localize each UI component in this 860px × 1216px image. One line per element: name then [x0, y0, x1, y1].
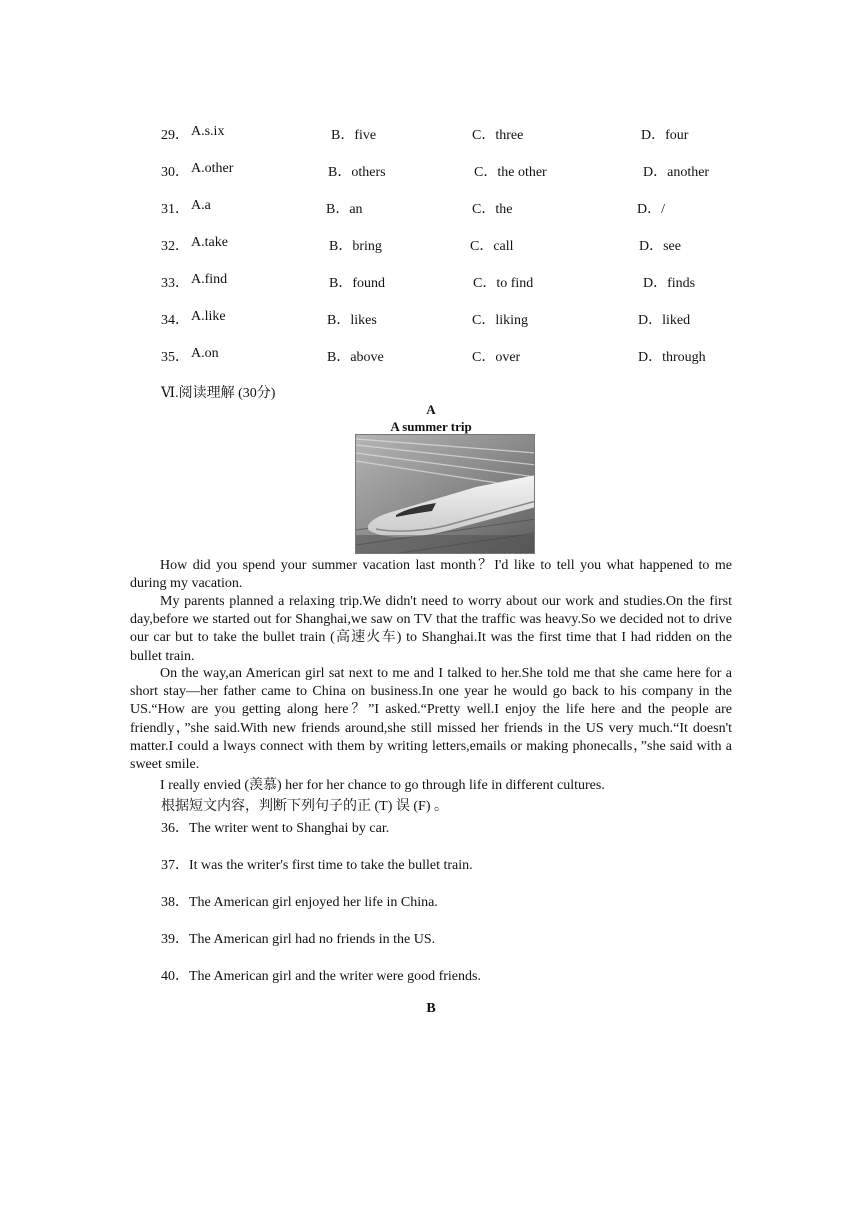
question-row [0, 198, 860, 218]
option-b: B．likes [327, 313, 377, 328]
question-number: 31． [161, 202, 189, 217]
passage-paragraph: On the way,an American girl sat next to me and I talked to her.She told me that she came here for a short stay—her father came to China on business.In one year he would go back to his company in the US.“How are you getting along here？”I asked.“Pretty well.I enjoy the life here and the people are friendly，”she said.With new friends around,she still missed her friends in the US very much.“It doesn't matter.I could a lways connect with them by writing letters,emails or making phonecalls，”she said with a sweet smile. [130, 666, 732, 773]
option-b: B．bring [329, 239, 382, 254]
statement-item: 37．It was the writer's first time to take the bullet train. [161, 858, 473, 873]
option-d: D．/ [637, 202, 665, 217]
option-b: B．found [329, 276, 385, 291]
passage-paragraph: I really envied (羡慕) her for her chance to go through life in different cultures. [160, 778, 605, 793]
option-a: A.like [191, 309, 226, 324]
option-a: A.s.ix [191, 124, 225, 139]
part-a-heading: A [426, 402, 436, 417]
option-c: C．three [472, 128, 524, 143]
option-c: C．to find [473, 276, 534, 291]
option-c: C．the [472, 202, 513, 217]
passage-title: A summer trip [390, 419, 472, 434]
option-a: A.on [191, 346, 219, 361]
question-number: 33． [161, 276, 189, 291]
question-row [0, 161, 860, 181]
option-d: D．liked [638, 313, 691, 328]
option-d: D．see [639, 239, 681, 254]
option-a: A.find [191, 272, 228, 287]
option-d: D．four [641, 128, 689, 143]
option-c: C．liking [472, 313, 529, 328]
part-b-heading: B [426, 1001, 436, 1016]
statement-item: 38．The American girl enjoyed her life in China. [161, 895, 438, 910]
option-c: C．call [470, 239, 514, 254]
option-b: B．above [327, 350, 384, 365]
question-row [0, 235, 860, 255]
option-c: C．the other [474, 165, 547, 180]
question-number: 35． [161, 350, 189, 365]
question-row [0, 124, 860, 144]
question-number: 30． [161, 165, 189, 180]
question-number: 34． [161, 313, 189, 328]
option-d: D．another [643, 165, 710, 180]
option-a: A.a [191, 198, 211, 213]
bullet-train-image [355, 434, 535, 554]
question-number: 29． [161, 128, 189, 143]
option-d: D．through [638, 350, 706, 365]
option-b: B．an [326, 202, 363, 217]
statement-item: 40．The American girl and the writer were good friends. [161, 969, 481, 984]
instruction-text: 根据短文内容，判断下列句子的正 (T) 误 (F) 。 [161, 799, 448, 814]
question-number: 32． [161, 239, 189, 254]
passage-paragraph: My parents planned a relaxing trip.We didn't need to worry about our work and studies.On the first day,before we started out for Shanghai,we saw on TV that the traffic was heavy.So we decided not to drive our car but to take the bullet train (高速火车) to Shanghai.It was the first time that I had ridden on the bullet train. [130, 594, 732, 664]
option-c: C．over [472, 350, 521, 365]
section-title: Ⅵ.阅读理解 (30分) [161, 386, 276, 401]
option-a: A.other [191, 161, 234, 176]
question-row [0, 309, 860, 329]
statement-item: 36．The writer went to Shanghai by car. [161, 821, 390, 836]
passage-paragraph: How did you spend your summer vacation last month？I'd like to tell you what happened to me during my vacation. [130, 558, 732, 592]
statement-item: 39．The American girl had no friends in the US. [161, 932, 436, 947]
option-d: D．finds [643, 276, 696, 291]
option-a: A.take [191, 235, 228, 250]
option-b: B．five [331, 128, 377, 143]
option-b: B．others [328, 165, 386, 180]
question-row [0, 346, 860, 366]
question-row [0, 272, 860, 292]
